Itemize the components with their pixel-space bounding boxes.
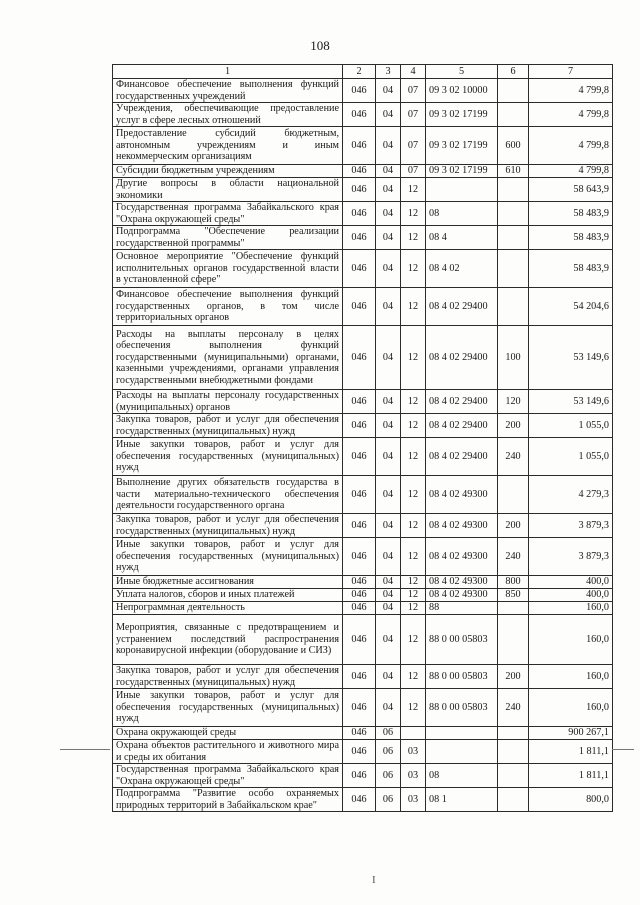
cell-subsection: 12 <box>401 250 426 288</box>
cell-admin: 046 <box>343 665 376 689</box>
cell-amount: 400,0 <box>529 576 613 589</box>
cell-vr: 200 <box>498 665 529 689</box>
cell-section: 06 <box>376 764 401 788</box>
cell-csr: 09 3 02 10000 <box>426 79 498 103</box>
cell-section: 04 <box>376 438 401 476</box>
table-row <box>113 689 613 727</box>
cell-amount: 400,0 <box>529 589 613 602</box>
cell-name: Основное мероприятие "Обеспечение функций исполнительных органов государственной власти в установленной сфере" <box>113 250 343 288</box>
cell-admin: 046 <box>343 788 376 812</box>
cell-csr: 08 4 02 29400 <box>426 438 498 476</box>
cell-vr <box>498 250 529 288</box>
cell-subsection: 03 <box>401 764 426 788</box>
cell-amount: 1 055,0 <box>529 414 613 438</box>
cell-name: Закупка товаров, работ и услуг для обеспечения государственных (муниципальных) нужд <box>113 514 343 538</box>
cell-vr: 240 <box>498 689 529 727</box>
cell-vr: 800 <box>498 576 529 589</box>
header-col-amount: 7 <box>529 65 613 79</box>
cell-section: 04 <box>376 615 401 665</box>
cell-name: Непрограммная деятельность <box>113 602 343 615</box>
cell-admin: 046 <box>343 79 376 103</box>
header-col-name: 1 <box>113 65 343 79</box>
page-number: 108 <box>310 38 330 53</box>
cell-name: Охрана объектов растительного и животного мира и среды их обитания <box>113 740 343 764</box>
cell-admin: 046 <box>343 438 376 476</box>
table-row <box>113 103 613 127</box>
cell-name: Иные закупки товаров, работ и услуг для обеспечения государственных (муниципальных) нужд <box>113 438 343 476</box>
cell-section: 04 <box>376 79 401 103</box>
cell-admin: 046 <box>343 178 376 202</box>
cell-name: Государственная программа Забайкальского края "Охрана окружающей среды" <box>113 764 343 788</box>
cell-section: 04 <box>376 326 401 390</box>
header-row <box>113 65 613 79</box>
header-col-section: 3 <box>376 65 401 79</box>
cell-name: Расходы на выплаты персоналу в целях обеспечения выполнения функций государственными (муниципальными) органами, казенными учреждениями, органами управления государственными внебюджетными фондами <box>113 326 343 390</box>
cell-amount: 58 483,9 <box>529 250 613 288</box>
cell-name: Другие вопросы в области национальной экономики <box>113 178 343 202</box>
cell-csr: 08 1 <box>426 788 498 812</box>
cell-name: Иные бюджетные ассигнования <box>113 576 343 589</box>
cell-subsection <box>401 727 426 740</box>
cell-admin: 046 <box>343 226 376 250</box>
cell-amount: 160,0 <box>529 665 613 689</box>
cell-subsection: 07 <box>401 127 426 165</box>
cell-subsection: 12 <box>401 326 426 390</box>
budget-table <box>112 64 613 812</box>
cell-vr: 120 <box>498 390 529 414</box>
cell-subsection: 12 <box>401 665 426 689</box>
cell-amount: 53 149,6 <box>529 390 613 414</box>
cell-admin: 046 <box>343 414 376 438</box>
cell-subsection: 12 <box>401 615 426 665</box>
cell-vr: 240 <box>498 438 529 476</box>
table-row <box>113 414 613 438</box>
cell-admin: 046 <box>343 764 376 788</box>
cell-name: Охрана окружающей среды <box>113 727 343 740</box>
cell-section: 06 <box>376 788 401 812</box>
cell-admin: 046 <box>343 589 376 602</box>
cell-name: Мероприятия, связанные с предотвращением и устранением последствий распространения коронавирусной инфекции (оборудование и СИЗ) <box>113 615 343 665</box>
cell-section: 06 <box>376 740 401 764</box>
cell-name: Финансовое обеспечение выполнения функций государственных органов, в том числе территориальных органов <box>113 288 343 326</box>
cell-subsection: 12 <box>401 589 426 602</box>
table-row <box>113 390 613 414</box>
cell-section: 04 <box>376 602 401 615</box>
cell-vr <box>498 202 529 226</box>
cell-vr <box>498 79 529 103</box>
cell-amount: 58 483,9 <box>529 202 613 226</box>
cell-vr <box>498 476 529 514</box>
cell-subsection: 12 <box>401 226 426 250</box>
cell-amount: 4 799,8 <box>529 127 613 165</box>
cell-vr <box>498 788 529 812</box>
cell-section: 04 <box>376 178 401 202</box>
cell-subsection: 12 <box>401 414 426 438</box>
cell-vr <box>498 615 529 665</box>
table-row <box>113 788 613 812</box>
table-row <box>113 740 613 764</box>
cell-amount: 160,0 <box>529 689 613 727</box>
cell-csr: 08 4 02 29400 <box>426 288 498 326</box>
cell-vr <box>498 764 529 788</box>
cell-csr: 08 4 02 49300 <box>426 476 498 514</box>
cell-admin: 046 <box>343 202 376 226</box>
cell-vr <box>498 602 529 615</box>
cell-admin: 046 <box>343 727 376 740</box>
table-row <box>113 250 613 288</box>
cell-subsection: 12 <box>401 390 426 414</box>
cell-amount: 54 204,6 <box>529 288 613 326</box>
cell-admin: 046 <box>343 740 376 764</box>
cell-csr: 08 4 02 49300 <box>426 589 498 602</box>
table-row <box>113 79 613 103</box>
cell-name: Расходы на выплаты персоналу государственных (муниципальных) органов <box>113 390 343 414</box>
cell-amount: 800,0 <box>529 788 613 812</box>
cell-csr <box>426 727 498 740</box>
cell-section: 04 <box>376 589 401 602</box>
table-row <box>113 202 613 226</box>
table-row <box>113 326 613 390</box>
cell-subsection: 12 <box>401 438 426 476</box>
table-row <box>113 576 613 589</box>
table-row <box>113 589 613 602</box>
cell-name: Иные закупки товаров, работ и услуг для обеспечения государственных (муниципальных) нужд <box>113 689 343 727</box>
cell-csr: 08 4 02 29400 <box>426 326 498 390</box>
cell-admin: 046 <box>343 288 376 326</box>
cell-name: Иные закупки товаров, работ и услуг для обеспечения государственных (муниципальных) нужд <box>113 538 343 576</box>
cell-amount: 53 149,6 <box>529 326 613 390</box>
cell-amount: 900 267,1 <box>529 727 613 740</box>
cell-section: 04 <box>376 250 401 288</box>
cell-admin: 046 <box>343 103 376 127</box>
cell-vr: 600 <box>498 127 529 165</box>
cell-csr: 88 0 00 05803 <box>426 615 498 665</box>
cell-amount: 4 279,3 <box>529 476 613 514</box>
cell-amount: 1 811,1 <box>529 740 613 764</box>
cell-amount: 4 799,8 <box>529 103 613 127</box>
cell-name: Подпрограмма "Развитие особо охраняемых природных территорий в Забайкальском крае" <box>113 788 343 812</box>
table-row <box>113 514 613 538</box>
cell-name: Закупка товаров, работ и услуг для обеспечения государственных (муниципальных) нужд <box>113 665 343 689</box>
header-col-csr: 5 <box>426 65 498 79</box>
cell-section: 04 <box>376 689 401 727</box>
cell-subsection: 12 <box>401 514 426 538</box>
cell-amount: 160,0 <box>529 602 613 615</box>
cell-csr: 08 4 <box>426 226 498 250</box>
cell-csr: 08 4 02 <box>426 250 498 288</box>
cell-csr: 09 3 02 17199 <box>426 127 498 165</box>
cell-csr: 08 4 02 29400 <box>426 390 498 414</box>
cell-admin: 046 <box>343 514 376 538</box>
table-row <box>113 476 613 514</box>
cell-name: Государственная программа Забайкальского края "Охрана окружающей среды" <box>113 202 343 226</box>
cell-vr <box>498 727 529 740</box>
cell-admin: 046 <box>343 689 376 727</box>
cell-admin: 046 <box>343 326 376 390</box>
cell-admin: 046 <box>343 165 376 178</box>
cell-csr: 08 4 02 49300 <box>426 538 498 576</box>
cell-admin: 046 <box>343 615 376 665</box>
cell-vr <box>498 740 529 764</box>
scan-line-left <box>60 749 110 750</box>
cell-admin: 046 <box>343 390 376 414</box>
cell-subsection: 03 <box>401 788 426 812</box>
cell-section: 04 <box>376 576 401 589</box>
table-row <box>113 538 613 576</box>
cell-vr <box>498 103 529 127</box>
cell-amount: 58 483,9 <box>529 226 613 250</box>
cell-csr: 09 3 02 17199 <box>426 103 498 127</box>
cell-subsection: 12 <box>401 202 426 226</box>
table-row <box>113 226 613 250</box>
cell-csr: 88 0 00 05803 <box>426 665 498 689</box>
cell-section: 04 <box>376 202 401 226</box>
cell-section: 04 <box>376 165 401 178</box>
scan-line-right <box>612 749 634 750</box>
cell-amount: 1 811,1 <box>529 764 613 788</box>
cell-name: Учреждения, обеспечивающие предоставление услуг в сфере лесных отношений <box>113 103 343 127</box>
cell-csr <box>426 740 498 764</box>
cell-name: Подпрограмма "Обеспечение реализации государственной программы" <box>113 226 343 250</box>
cell-subsection: 12 <box>401 288 426 326</box>
cell-csr <box>426 178 498 202</box>
cell-subsection: 07 <box>401 79 426 103</box>
cell-subsection: 07 <box>401 165 426 178</box>
table-row <box>113 665 613 689</box>
cell-csr: 09 3 02 17199 <box>426 165 498 178</box>
table-row <box>113 165 613 178</box>
cell-amount: 160,0 <box>529 615 613 665</box>
cell-admin: 046 <box>343 476 376 514</box>
cell-csr: 08 4 02 29400 <box>426 414 498 438</box>
cell-csr: 08 <box>426 764 498 788</box>
cell-name: Субсидии бюджетным учреждениям <box>113 165 343 178</box>
cell-name: Финансовое обеспечение выполнения функций государственных учреждений <box>113 79 343 103</box>
table-row <box>113 727 613 740</box>
cell-section: 04 <box>376 476 401 514</box>
cell-vr: 100 <box>498 326 529 390</box>
cell-name: Уплата налогов, сборов и иных платежей <box>113 589 343 602</box>
cell-vr <box>498 178 529 202</box>
cell-csr: 88 <box>426 602 498 615</box>
cell-admin: 046 <box>343 602 376 615</box>
cell-admin: 046 <box>343 127 376 165</box>
cell-amount: 3 879,3 <box>529 538 613 576</box>
cell-section: 06 <box>376 727 401 740</box>
cell-amount: 1 055,0 <box>529 438 613 476</box>
cell-section: 04 <box>376 514 401 538</box>
cell-csr: 88 0 00 05803 <box>426 689 498 727</box>
cell-amount: 3 879,3 <box>529 514 613 538</box>
cell-vr: 200 <box>498 514 529 538</box>
cell-csr: 08 4 02 49300 <box>426 576 498 589</box>
cell-section: 04 <box>376 288 401 326</box>
cell-vr: 850 <box>498 589 529 602</box>
cell-section: 04 <box>376 226 401 250</box>
cell-csr: 08 4 02 49300 <box>426 514 498 538</box>
cell-subsection: 12 <box>401 476 426 514</box>
cell-vr: 240 <box>498 538 529 576</box>
header-col-subsection: 4 <box>401 65 426 79</box>
table-row <box>113 178 613 202</box>
cell-amount: 4 799,8 <box>529 165 613 178</box>
cell-section: 04 <box>376 127 401 165</box>
cell-subsection: 12 <box>401 538 426 576</box>
cell-vr <box>498 226 529 250</box>
cell-subsection: 12 <box>401 178 426 202</box>
cell-admin: 046 <box>343 250 376 288</box>
cell-subsection: 07 <box>401 103 426 127</box>
cell-name: Предоставление субсидий бюджетным, автономным учреждениям и иным некоммерческим организациям <box>113 127 343 165</box>
table-row <box>113 615 613 665</box>
cell-csr: 08 <box>426 202 498 226</box>
cell-vr: 200 <box>498 414 529 438</box>
cell-section: 04 <box>376 538 401 576</box>
table-row <box>113 127 613 165</box>
table-row <box>113 764 613 788</box>
cell-vr <box>498 288 529 326</box>
cell-section: 04 <box>376 103 401 127</box>
header-col-vr: 6 <box>498 65 529 79</box>
footer-mark: I <box>372 874 376 886</box>
cell-name: Закупка товаров, работ и услуг для обеспечения государственных (муниципальных) нужд <box>113 414 343 438</box>
table-row <box>113 288 613 326</box>
table-row <box>113 438 613 476</box>
table-row <box>113 602 613 615</box>
cell-subsection: 12 <box>401 576 426 589</box>
cell-subsection: 03 <box>401 740 426 764</box>
cell-admin: 046 <box>343 538 376 576</box>
cell-section: 04 <box>376 390 401 414</box>
cell-section: 04 <box>376 665 401 689</box>
cell-name: Выполнение других обязательств государства в части материально-технического обеспечения деятельности государственного органа <box>113 476 343 514</box>
cell-vr: 610 <box>498 165 529 178</box>
cell-section: 04 <box>376 414 401 438</box>
cell-amount: 58 643,9 <box>529 178 613 202</box>
header-col-admin: 2 <box>343 65 376 79</box>
cell-amount: 4 799,8 <box>529 79 613 103</box>
cell-subsection: 12 <box>401 602 426 615</box>
cell-admin: 046 <box>343 576 376 589</box>
cell-subsection: 12 <box>401 689 426 727</box>
